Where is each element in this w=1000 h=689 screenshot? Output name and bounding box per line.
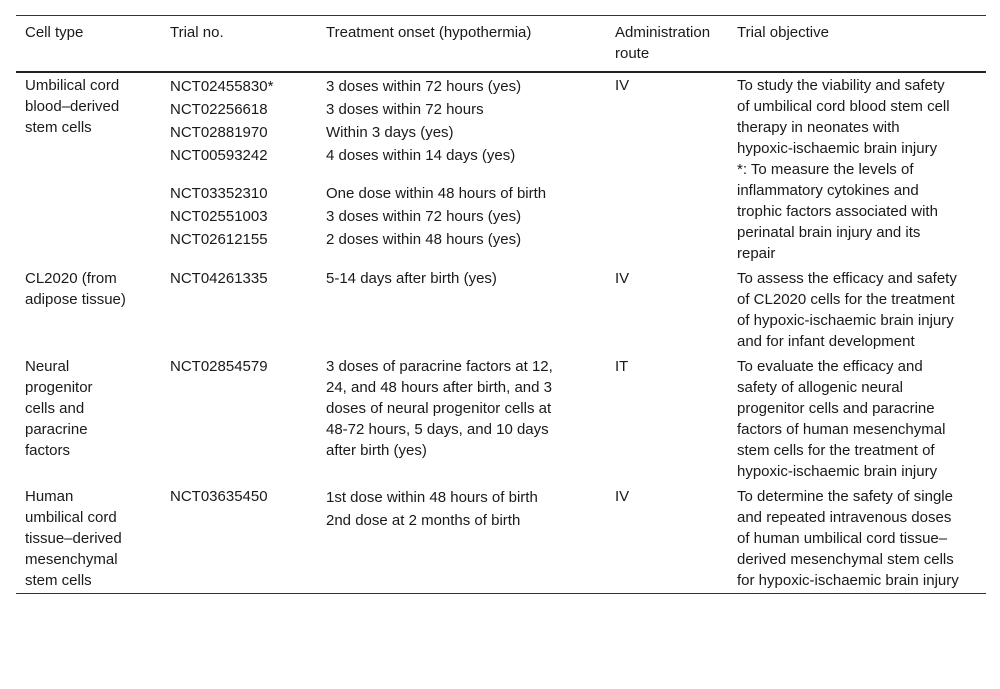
onset-text: 2nd dose at 2 months of birth bbox=[326, 512, 521, 529]
objective-note: *: To measure the levels of inflammatory cytokines and trophic factors associated with perinatal brain injury and its repair bbox=[737, 161, 938, 262]
onset-text: 3 doses within 72 hours (yes) bbox=[326, 78, 522, 95]
trial-id: NCT02256618 bbox=[170, 101, 268, 118]
route-cell: IV bbox=[615, 270, 630, 287]
cell-type-text: Human umbilical cord tissue–derived mesenchymal stem cells bbox=[25, 488, 122, 589]
clinical-trials-table bbox=[16, 15, 986, 594]
table-row bbox=[16, 72, 986, 266]
treatment-onset-cell bbox=[326, 72, 615, 266]
route-cell: IT bbox=[615, 358, 629, 375]
onset-text: 2 doses within 48 hours (yes) bbox=[326, 231, 522, 248]
cell-type-cell bbox=[16, 484, 170, 594]
cell-type-text: Neural progenitor cells and paracrine factors bbox=[25, 358, 93, 459]
objective-cell bbox=[737, 72, 986, 266]
onset-text: 4 doses within 14 days (yes) bbox=[326, 147, 516, 164]
treatment-onset-cell bbox=[326, 354, 615, 484]
objective-text: To assess the efficacy and safety of CL2020 cells for the treatment of hypoxic-ischaemic brain injury and for infant development bbox=[737, 270, 957, 350]
objective-text: To study the viability and safety of umbilical cord blood stem cell therapy in neonates with hypoxic-ischaemic brain injury bbox=[737, 77, 950, 157]
table-header-row bbox=[16, 16, 986, 73]
cell-type-text: CL2020 (from adipose tissue) bbox=[25, 270, 126, 308]
objective-cell bbox=[737, 266, 986, 354]
header-administration-route: Administration route bbox=[615, 24, 711, 62]
trial-no-cell: NCT03635450 bbox=[170, 488, 268, 505]
trial-no-cell: NCT04261335 bbox=[170, 270, 268, 287]
objective-cell bbox=[737, 354, 986, 484]
table-row bbox=[16, 354, 986, 484]
header-trial-no: Trial no. bbox=[170, 24, 224, 41]
trial-id: NCT02455830* bbox=[170, 78, 274, 95]
onset-text: 1st dose within 48 hours of birth bbox=[326, 489, 538, 506]
cell-type-cell bbox=[16, 266, 170, 354]
trial-id: NCT03352310 bbox=[170, 185, 268, 202]
trial-id: NCT02881970 bbox=[170, 124, 268, 141]
treatment-onset-cell: 5-14 days after birth (yes) bbox=[326, 270, 497, 287]
table-row bbox=[16, 266, 986, 354]
onset-text: One dose within 48 hours of birth bbox=[326, 185, 547, 202]
onset-text: 3 doses of paracrine factors at 12, 24, and 48 hours after birth, and 3 doses of neural progenitor cells at 48-72 hours, 5 days, and 10 days after birth (yes) bbox=[326, 358, 553, 459]
trial-id: NCT02612155 bbox=[170, 231, 268, 248]
trial-no-cell: NCT02854579 bbox=[170, 358, 268, 375]
treatment-onset-cell bbox=[326, 484, 615, 594]
objective-text: To determine the safety of single and repeated intravenous doses of human umbilical cord tissue–derived mesenchymal stem cells for hypoxic-ischaemic brain injury bbox=[737, 488, 959, 589]
table-row bbox=[16, 484, 986, 594]
trial-id: NCT00593242 bbox=[170, 147, 268, 164]
header-cell-type: Cell type bbox=[25, 24, 84, 41]
route-cell: IV bbox=[615, 488, 630, 505]
trial-id: NCT02551003 bbox=[170, 208, 268, 225]
onset-text: 3 doses within 72 hours bbox=[326, 101, 484, 118]
trial-no-cell bbox=[170, 72, 326, 266]
route-cell: IV bbox=[615, 77, 630, 94]
header-trial-objective: Trial objective bbox=[737, 24, 829, 41]
onset-text: 3 doses within 72 hours (yes) bbox=[326, 208, 522, 225]
header-treatment-onset: Treatment onset (hypothermia) bbox=[326, 24, 532, 41]
cell-type-text: Umbilical cord blood–derived stem cells bbox=[25, 77, 120, 136]
objective-cell bbox=[737, 484, 986, 594]
cell-type-cell bbox=[16, 72, 170, 266]
onset-text: Within 3 days (yes) bbox=[326, 124, 454, 141]
objective-text: To evaluate the efficacy and safety of allogenic neural progenitor cells and paracrine factors of human mesenchymal stem cells for the treatment of hypoxic-ischaemic brain injury bbox=[737, 358, 946, 480]
cell-type-cell bbox=[16, 354, 170, 484]
